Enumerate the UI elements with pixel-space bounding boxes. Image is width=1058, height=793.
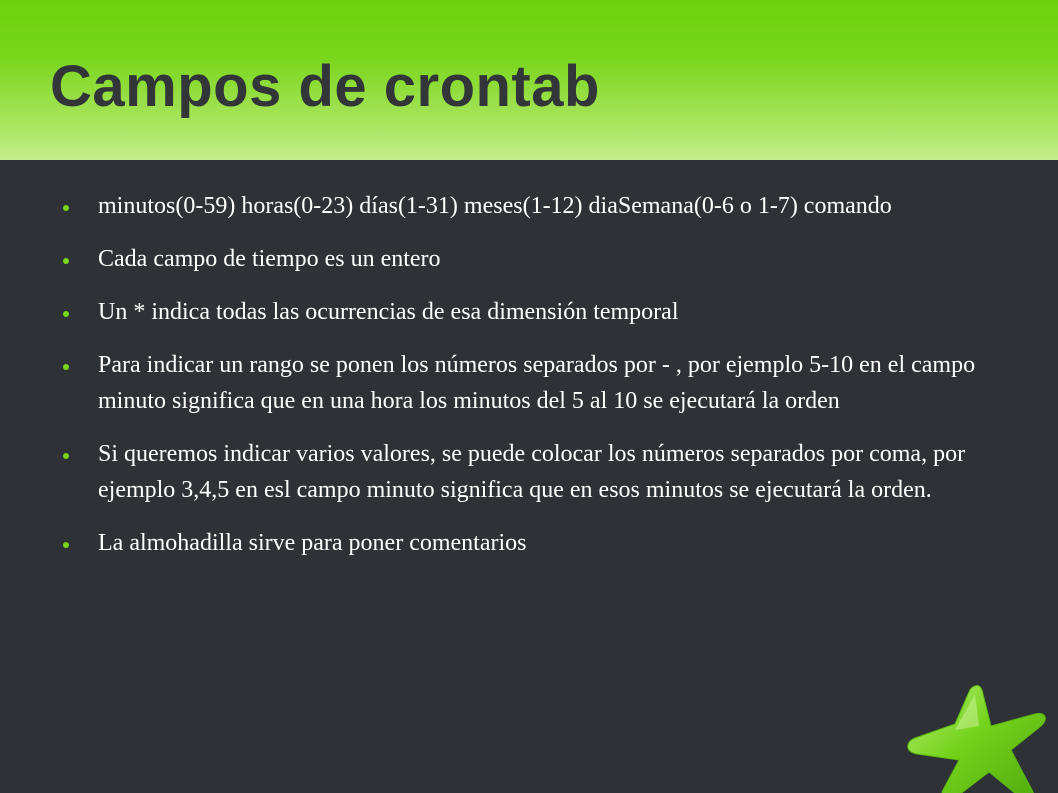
bullet-dot-icon bbox=[63, 364, 69, 370]
bullet-dot-icon bbox=[63, 453, 69, 459]
bullet-text: La almohadilla sirve para poner comentarios bbox=[98, 530, 527, 556]
slide-content bbox=[0, 188, 1058, 578]
bullet-text: Para indicar un rango se ponen los números separados por - , por ejemplo 5-10 en el campo minuto significa que en una hora los minutos del 5 al 10 se ejecutará la orden bbox=[98, 352, 976, 414]
bullet-dot-icon bbox=[63, 311, 69, 317]
bullet-text: Un * indica todas las ocurrencias de esa dimensión temporal bbox=[98, 299, 679, 325]
bullet-dot-icon bbox=[63, 205, 69, 211]
bullet-item bbox=[0, 294, 1058, 330]
bullet-text: Cada campo de tiempo es un entero bbox=[98, 246, 441, 272]
bullet-text: Si queremos indicar varios valores, se puede colocar los números separados por coma, por ejemplo 3,4,5 en esl campo minuto significa que en esos minutos se ejecutará la orden. bbox=[98, 441, 966, 503]
bullet-item bbox=[0, 347, 1058, 419]
bullet-dot-icon bbox=[63, 542, 69, 548]
bullet-item bbox=[0, 525, 1058, 561]
green-star-icon bbox=[895, 680, 1058, 793]
bullet-item bbox=[0, 241, 1058, 277]
bullet-dot-icon bbox=[63, 258, 69, 264]
bullet-item bbox=[0, 436, 1058, 508]
bullet-text: minutos(0-59) horas(0-23) días(1-31) meses(1-12) diaSemana(0-6 o 1-7) comando bbox=[98, 193, 892, 219]
title-bar bbox=[0, 0, 1058, 160]
bullet-list bbox=[0, 188, 1058, 561]
slide-title: Campos de crontab bbox=[50, 54, 600, 119]
bullet-item bbox=[0, 188, 1058, 224]
